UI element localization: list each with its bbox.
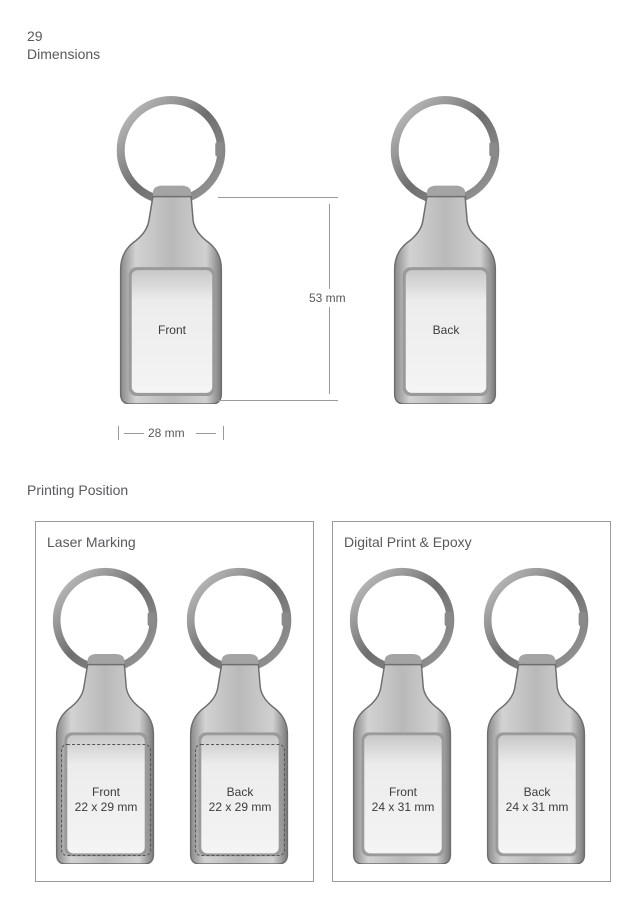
front-label: Front <box>157 323 186 337</box>
width-left-line <box>124 433 144 434</box>
keychain-digital-back <box>473 564 601 864</box>
keychain-digital-front <box>339 564 467 864</box>
width-left-tick <box>118 426 119 440</box>
dimension-bottom-line <box>218 400 338 401</box>
item-side: Back <box>523 785 551 799</box>
keychain-front-image <box>116 92 228 404</box>
keychain-laser-back <box>176 564 304 864</box>
item-size: 22 x 29 mm <box>208 800 272 814</box>
width-right-tick <box>223 426 224 440</box>
keychain-back-image <box>390 92 502 404</box>
panel-title: Digital Print & Epoxy <box>344 534 472 550</box>
item-size: 24 x 31 mm <box>371 800 435 814</box>
dimension-vertical-line-top <box>329 204 330 289</box>
height-label: 53 mm <box>309 291 346 305</box>
width-label: 28 mm <box>148 426 185 440</box>
back-label: Back <box>432 323 460 337</box>
width-right-line <box>196 433 216 434</box>
dimension-top-line <box>218 197 338 198</box>
item-size: 22 x 29 mm <box>74 800 138 814</box>
section-title: Dimensions <box>27 46 101 62</box>
panel-laser-marking <box>35 521 314 882</box>
panel-digital-print-epoxy <box>332 521 611 882</box>
dimension-vertical-line-bottom <box>329 307 330 394</box>
printing-position-title: Printing Position <box>27 482 129 498</box>
keychain-laser-front <box>42 564 170 864</box>
item-side: Back <box>226 785 254 799</box>
panel-title: Laser Marking <box>47 534 136 550</box>
item-size: 24 x 31 mm <box>505 800 569 814</box>
page-number: 29 <box>27 28 43 44</box>
item-side: Front <box>388 785 417 799</box>
item-side: Front <box>91 785 120 799</box>
